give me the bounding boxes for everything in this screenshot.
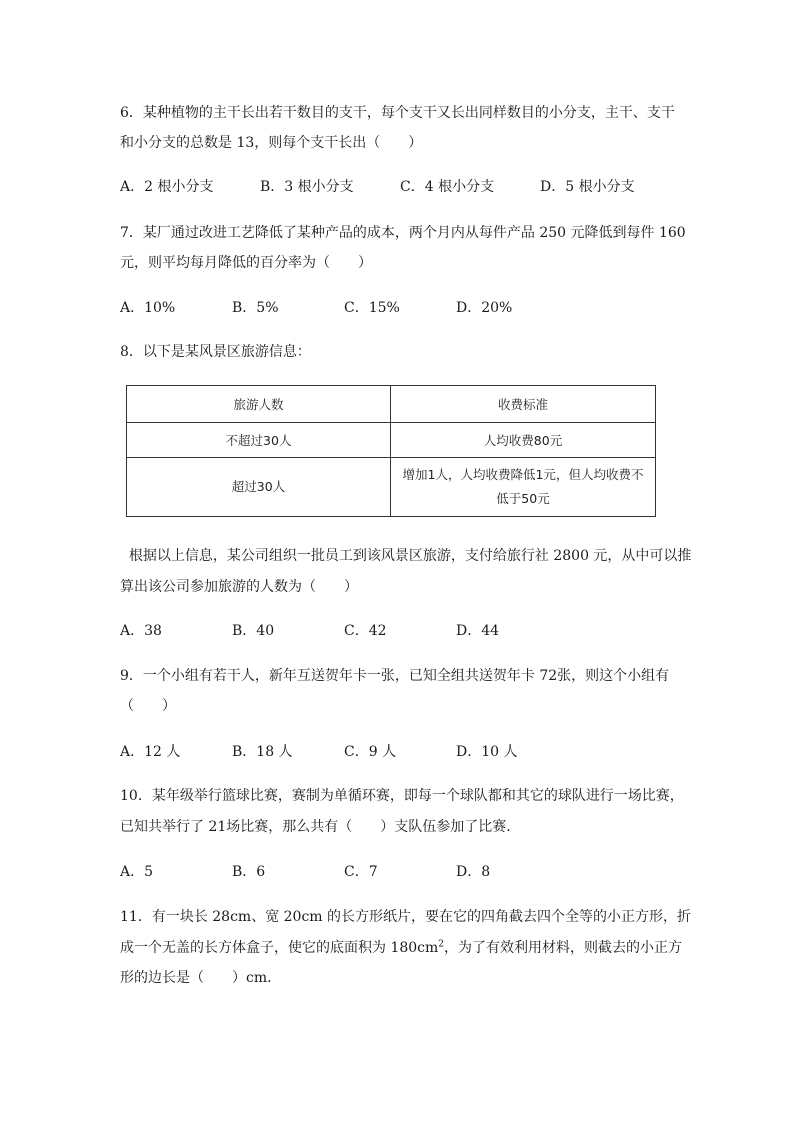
q6-option-c: C．4 根小分支 bbox=[400, 179, 495, 195]
q8-option-d: D．44 bbox=[456, 623, 500, 639]
q8-options bbox=[120, 621, 680, 641]
tourism-info-table bbox=[126, 385, 656, 517]
q9-option-a: A．12 人 bbox=[120, 744, 181, 760]
q10-options bbox=[120, 862, 680, 882]
q9-option-c: C．9 人 bbox=[344, 744, 397, 760]
q11-stem-line2 bbox=[120, 938, 682, 958]
q8-option-b: B．40 bbox=[232, 623, 275, 639]
table-cell: 增加1人，人均收费降低1元，但人均收费不低于50元 bbox=[391, 458, 656, 517]
q7-option-a: A．10% bbox=[120, 300, 176, 316]
q6-stem-line1: 6．某种植物的主干长出若干数目的支干，每个支干又长出同样数目的小分支，主干、支干 bbox=[120, 105, 675, 121]
q11-line2-text: 成一个无盖的长方体盒子，使它的底面积为 180cm bbox=[120, 940, 439, 956]
q8-option-a: A．38 bbox=[120, 623, 162, 639]
q7-option-d: D．20% bbox=[456, 300, 513, 316]
q6-stem-line2: 和小分支的总数是 13，则每个支干长出（ ） bbox=[120, 135, 423, 151]
q9-option-d: D．10 人 bbox=[456, 744, 518, 760]
q11-stem-line1: 11．有一块长 28cm、宽 20cm 的长方形纸片，要在它的四角截去四个全等的小正方形，折 bbox=[120, 909, 692, 925]
table-row bbox=[127, 423, 656, 458]
q7-option-c: C．15% bbox=[344, 300, 400, 316]
table-row bbox=[127, 458, 656, 517]
table-cell: 人均收费80元 bbox=[391, 423, 656, 458]
q6-option-a: A．2 根小分支 bbox=[120, 179, 214, 195]
q11-line2-text-after: ，为了有效利用材料，则截去的小正方 bbox=[444, 940, 683, 956]
q6-options bbox=[120, 177, 680, 197]
q9-option-b: B．18 人 bbox=[232, 744, 293, 760]
q10-stem-line2: 已知共举行了 21场比赛，那么共有（ ）支队伍参加了比赛． bbox=[120, 819, 521, 835]
q9-options bbox=[120, 742, 680, 762]
q10-option-d: D．8 bbox=[456, 864, 491, 880]
q6-option-d: D．5 根小分支 bbox=[540, 179, 635, 195]
q9-stem-line1: 9．一个小组有若干人，新年互送贺年卡一张，已知全组共送贺年卡 72张，则这个小组有 bbox=[120, 668, 670, 684]
q10-option-b: B．6 bbox=[232, 864, 266, 880]
table-header-cell: 收费标准 bbox=[391, 386, 656, 423]
table-header-cell: 旅游人数 bbox=[127, 386, 391, 423]
q10-option-c: C．7 bbox=[344, 864, 378, 880]
q8-option-c: C．42 bbox=[344, 623, 387, 639]
table-cell: 超过30人 bbox=[127, 458, 391, 517]
table-cell: 不超过30人 bbox=[127, 423, 391, 458]
q8-stem-line2: 算出该公司参加旅游的人数为（ ） bbox=[120, 579, 358, 595]
q6-option-b: B．3 根小分支 bbox=[260, 179, 354, 195]
q9-stem-line2: （ ） bbox=[120, 698, 176, 714]
q11-stem-line3: 形的边长是（ ）cm． bbox=[120, 970, 282, 986]
superscript-exponent: 2 bbox=[438, 939, 445, 950]
q8-intro: 8．以下是某风景区旅游信息： bbox=[120, 344, 311, 360]
q10-stem-line1: 10．某年级举行篮球比赛，赛制为单循环赛，即每一个球队都和其它的球队进行一场比赛， bbox=[120, 788, 684, 804]
q10-option-a: A．5 bbox=[120, 864, 154, 880]
q7-stem-line2: 元，则平均每月降低的百分率为（ ） bbox=[120, 255, 372, 271]
q7-stem-line1: 7．某厂通过改进工艺降低了某种产品的成本，两个月内从每件产品 250 元降低到每件 160 bbox=[120, 225, 686, 241]
q8-stem-line1: 根据以上信息，某公司组织一批员工到该风景区旅游，支付给旅行社 2800 元，从中可以推 bbox=[120, 548, 692, 564]
table-header-row bbox=[127, 386, 656, 423]
q7-options bbox=[120, 298, 680, 318]
q7-option-b: B．5% bbox=[232, 300, 279, 316]
